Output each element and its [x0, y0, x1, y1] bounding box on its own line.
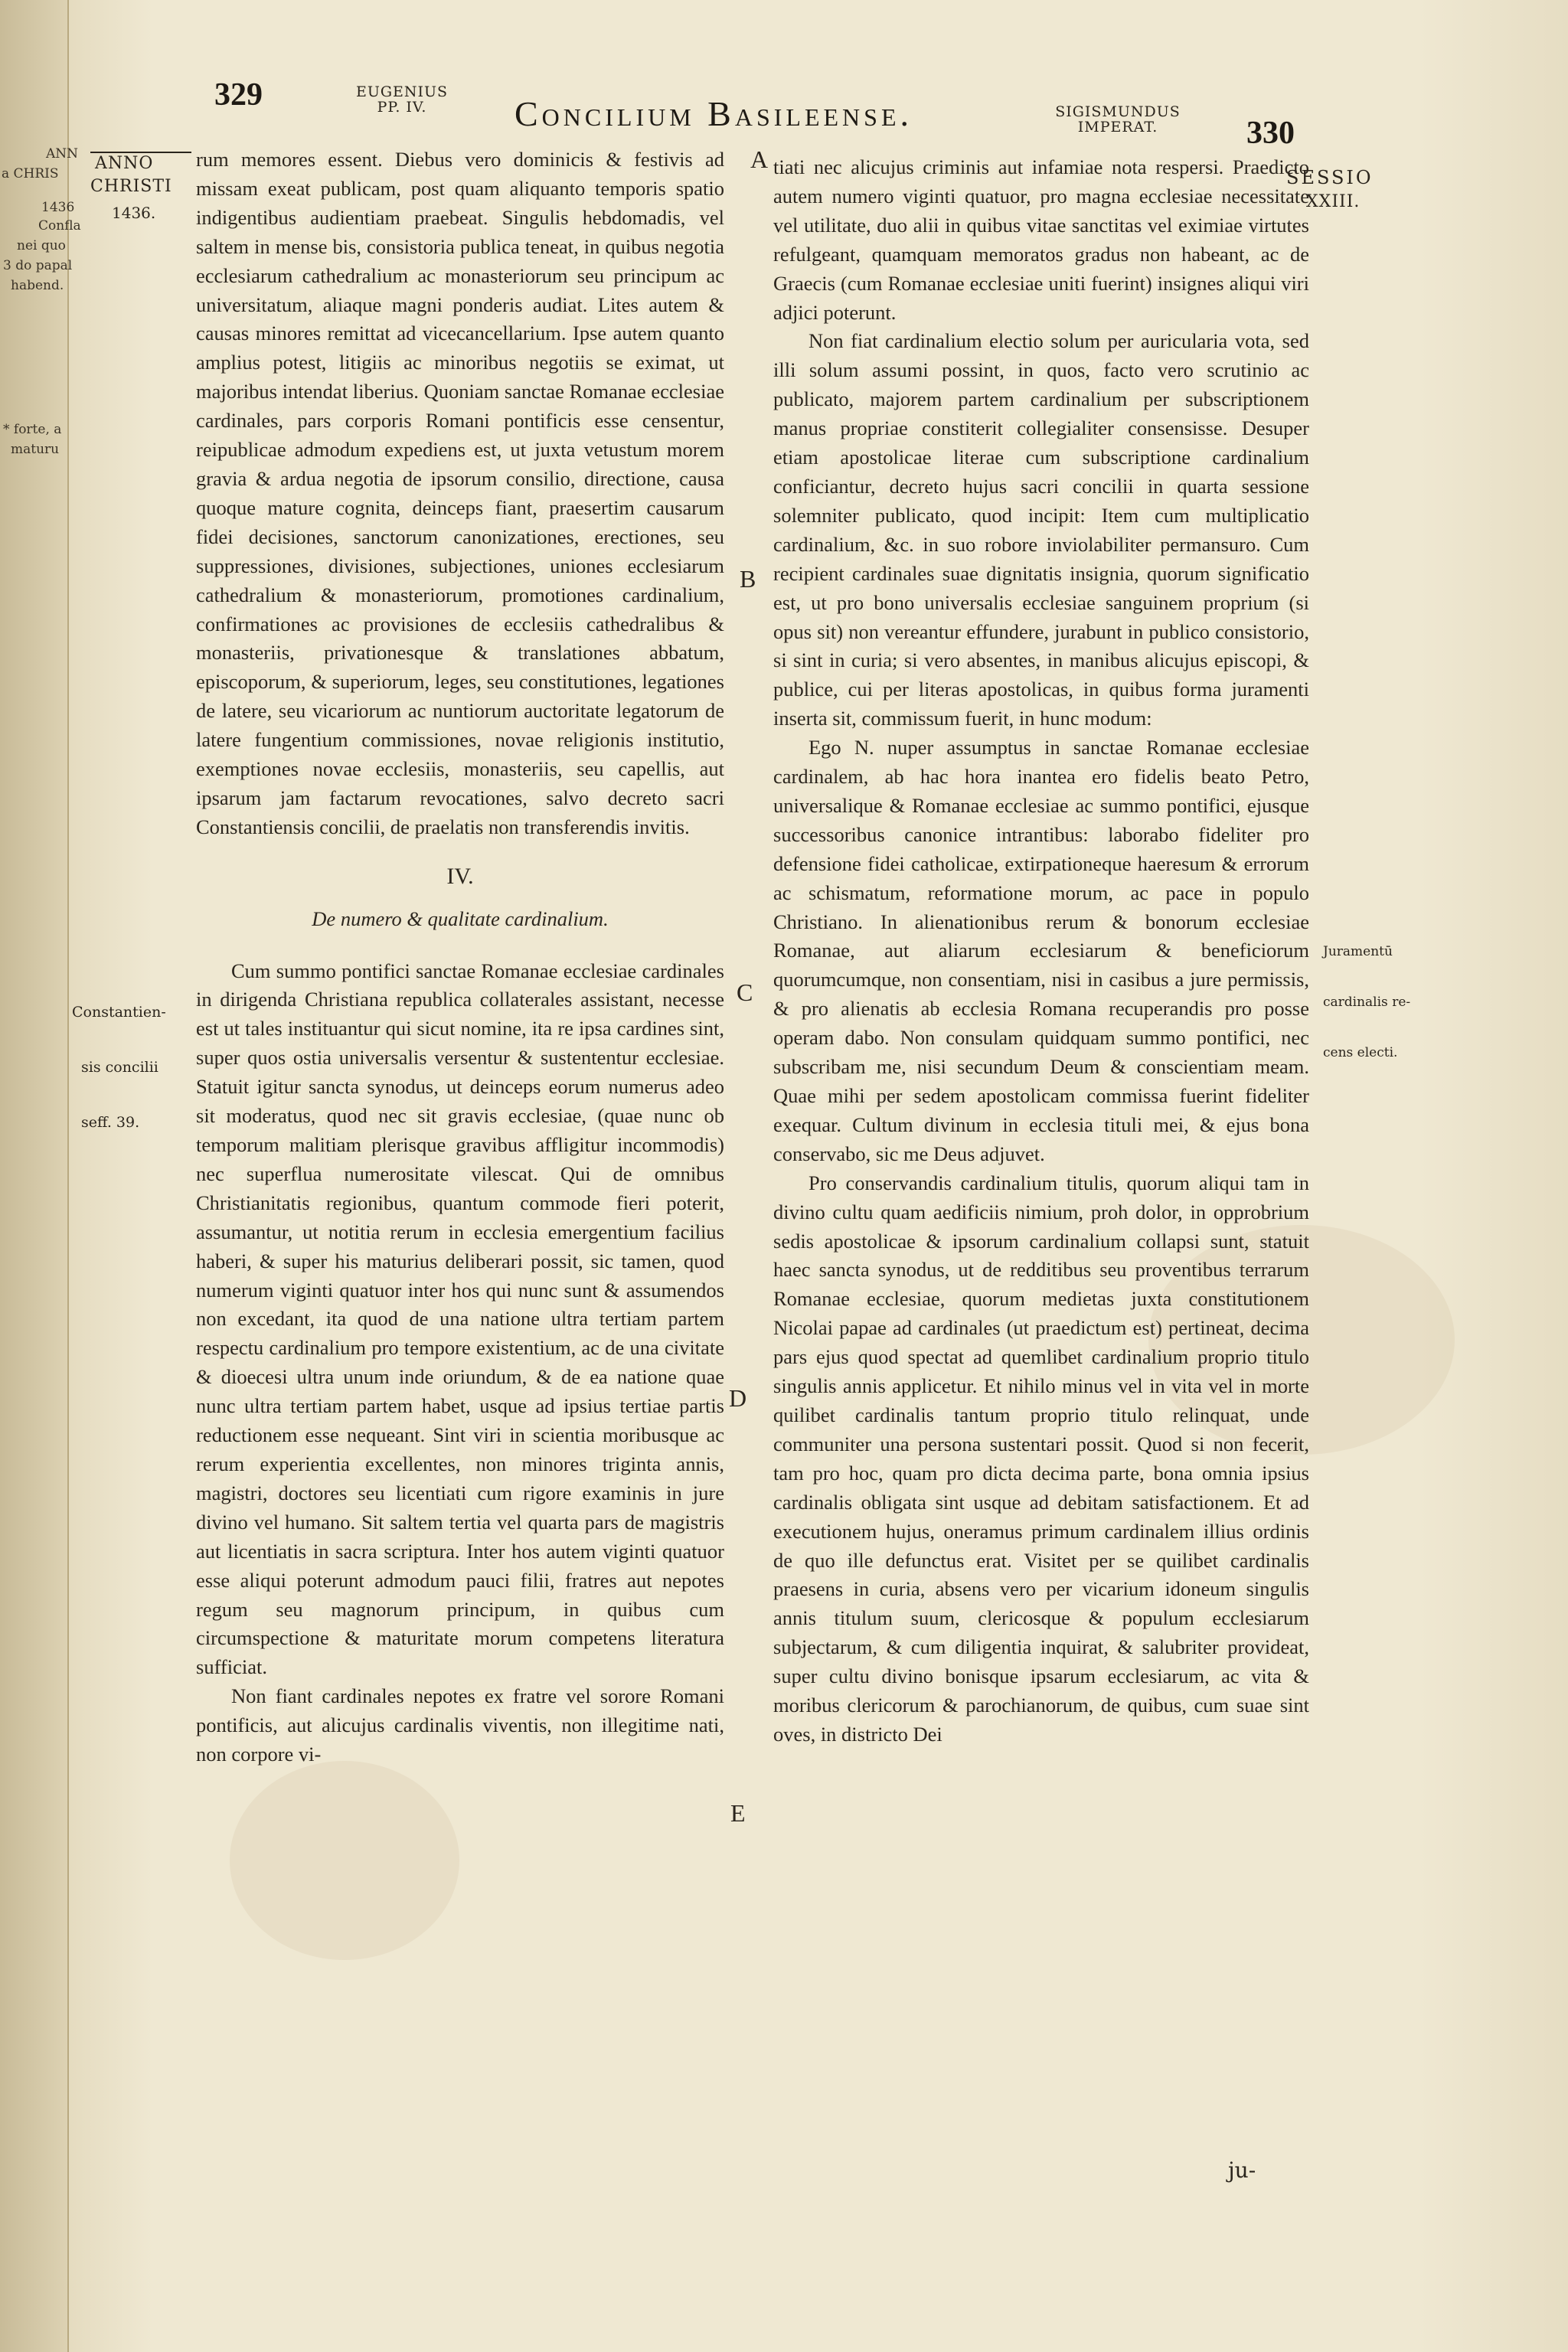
margin-line: sis concilii — [81, 1059, 158, 1076]
margin-anno: ANNO — [95, 154, 154, 173]
anno-rule — [90, 152, 191, 153]
body-paragraph: Pro conservandis cardinalium titulis, quorum aliqui tam in divino cultu quam aedificiis nimium, proh dolor, in opprobrium sedis apostolicae & ipsorum cardinalium collapsi sunt, statuit haec sancta synodus, ut de redditibus seu proventibus terrarum Romanae ecclesiae, quorum medietas juxta constitutionem Nicolai papae ad cardinales (ut praedictum est) pertineat, decima pars ejus quod spectat ad quemlibet cardinalium proprio titulo singulis annis applicetur. Et nihilo minus vel in vita vel in morte quilibet cardinalis tantum proprio titulo relinquat, unde communiter una persona sustentari possit. Quod si non fecerit, tam pro hoc, quam pro dicta decima parte, bona omnia ipsius cardinalis obligata sint usque ad debitam satisfactionem. Et ad executionem hujus, oneramus primum cardinalem illius ordinis de quo ille defunctus erat. Visitet per se quilibet cardinalis praesens in curia, absens vero per vicarium idoneum singulis annis titulum suum, clericosque & populum ecclesiarum subjectarum, & cum diligentia inquirat, & salubriter provideat, super cultu divino bonisque ipsarum ecclesiarum, ac vita & moribus clericorum & parochianorum, de quibus, cum suae sint oves, in districto Dei — [773, 1171, 1309, 1746]
margin-line: Constantien- — [72, 1004, 166, 1021]
body-paragraph: Ego N. nuper assumptus in sanctae Romanae ecclesiae cardinalem, ab hac hora inantea ero fidelis beato Petro, universalique & Romanae ecclesiae ac summo pontifici, ejusque successoribus canonice intrantibus: laborabo fideliter pro defensione fidei catholicae, extirpationeque haeresum & errorum ac schismatum, reformatione morum, ac pace in populo Christiano. In alienationibus rerum & bonorum ecclesiae Romanae, aut aliarum ecclesiarum & beneficiorum quorumcumque, non consentiam, nisi in casibus a jure permissis, & pro alienatis ab ecclesia Romana recuperandis pro posse operam dabo. Non consulam quidquam summo pontifici, nec subscribam me, nisi secundum Deum & conscientiam meam. Quae mihi per sedem apostolicam commissa fuerint fideliter exequar. Cultum divinum in ecclesia tituli mei, & ejus bona conservabo, sic me Deus adjuvet. — [773, 736, 1309, 1165]
catchword: ju- — [1228, 2158, 1256, 2183]
margin-christi: CHRISTI — [90, 177, 172, 196]
left-running-head — [337, 84, 467, 115]
section-letter-d: D — [729, 1384, 747, 1412]
margin-year: 1436. — [112, 204, 156, 222]
right-running-head — [1041, 104, 1194, 135]
margin-sessio-number: XXIII. — [1306, 192, 1361, 211]
prev-page-line: 1436 — [41, 200, 75, 215]
prev-page-line: a CHRIS — [2, 166, 59, 181]
body-paragraph: Non fiat cardinalium electio solum per auricularia vota, sed illi solum assumi possint, in quos, facto vero scrutinio ac publicato, majorem partem cardinalium per subscriptionem manus propriae constiterit collegialiter consensisse. Desuper etiam apostolicae literae cum subscriptione cardinalium conficiantur, decreto hujus sacri concilii in quarta sessione solemniter publicato, quod incipit: Item cum multiplicatio cardinalium, &c. in suo robore inviolabiliter permansuro. Cum recipient cardinales suae dignitatis insignia, quorum significatio est, ut pro bono universalis ecclesiae sanguinem proprium (si opus sit) non vereantur effundere, jurabunt in publico consistorio, si sint in curia; si vero absentes, in manibus alicujus episcopi, & publice, cui per literas apostolicas, in quibus forma juramenti inserta sit, commissum fuerit, in hunc modum: — [773, 329, 1309, 730]
prev-page-line: habend. — [11, 278, 64, 293]
section-title: De numero & qualitate cardinalium. — [312, 906, 609, 930]
margin-oath-note — [1323, 910, 1410, 1095]
prev-page-line: ANN — [46, 146, 79, 162]
section-letter-b: B — [740, 565, 756, 593]
paper-stain — [230, 1761, 459, 1960]
prev-page-line: Confla — [38, 218, 81, 234]
body-paragraph: tiati nec alicujus criminis aut infamiae nota respersi. Praedicto autem numero viginti quatuor, pro magna ecclesiae necessitate vel utilitate, duo alii in quibus vitae sanctitas vel eximiae virtutes refulgeant, quamquam memoratos gradus non habeant, ac de Graecis (cum Romanae ecclesiae uniti fuerint) insignes aliqui viri adjici poterunt. — [773, 155, 1309, 324]
prev-page-line: * forte, a — [3, 422, 62, 437]
margin-sessio: SESSIO — [1286, 167, 1374, 188]
body-paragraph: Non fiant cardinales nepotes ex fratre vel sorore Romani pontificis, aut alicujus cardinalis viventis, non illegitime nati, non corpore vi- — [196, 1684, 724, 1766]
section-number: IV. — [446, 863, 474, 889]
section-letter-e: E — [730, 1799, 746, 1827]
prev-page-line: maturu — [11, 442, 60, 457]
prev-page-line: 3 do papal — [3, 258, 73, 273]
margin-line: cardinalis re- — [1323, 995, 1411, 1010]
running-head-line: PP. IV. — [377, 99, 427, 116]
left-page-number: 329 — [214, 77, 263, 113]
left-text-column — [196, 145, 724, 1769]
page-title: Concilium Basileense. — [514, 94, 913, 133]
previous-page-edge — [0, 0, 81, 2352]
margin-constance-ref — [72, 966, 166, 1168]
prev-page-line: nei quo — [17, 238, 66, 253]
running-head-line: IMPERAT. — [1077, 119, 1158, 136]
section-letter-c: C — [737, 978, 753, 1006]
running-head-line: SIGISMUNDUS — [1055, 103, 1181, 120]
running-head-line: EUGENIUS — [355, 83, 449, 100]
margin-line: seff. 39. — [81, 1114, 140, 1131]
right-page-number: 330 — [1246, 116, 1295, 151]
margin-line: Juramentū — [1323, 944, 1393, 959]
body-paragraph: rum memores essent. Diebus vero dominicis & festivis ad missam exeat publicam, post quam aliquanto temporis spatio indigentibus audientiam praebeat. Singulis hebdomadis, vel saltem in mense bis, consistoria publica teneat, in quibus negotia ecclesiarum cathedralium ac monasteriorum seu principum ac universitatum, aliaque magni ponderis audiat. Lites autem & causas minores remittat ad vicecancellarium. Ipse autem quanto amplius potest, litigiis ac minoribus negotiis se eximat, ut majoribus intendat liberius. Quoniam sanctae Romanae ecclesiae cardinales, pars corporis Romani pontificis esse censentur, reipublicae admodum expediens est, ut juxta vetustum morem gravia & ardua negotia de ipsorum consilio, directione, causa quoque mature cognita, deinceps fiant, praesertim causarum fidei decisiones, sanctorum canonizationes, erectiones, seu suppressiones, divisiones, subjectiones, uniones ecclesiarum cathedralium & monasteriorum, promotiones cardinalium, confirmationes ac provisiones de ecclesiis cathedralibus & monasteriis, privationesque & translationes abbatum, episcoporum, & superiorum, leges, seu constitutiones, legationes de latere, seu vicariorum ac nuntiorum auctoritate legatorum de latere fungentium commissiones, novae religionis institutio, exemptiones novae ecclesiis, monasteriis, seu capellis, aut ipsarum jam factarum revocationes, salvo decreto sacri Constantiensis concilii, de praelatis non transferendis invitis. — [196, 148, 724, 838]
body-paragraph: Cum summo pontifici sanctae Romanae ecclesiae cardinales in dirigenda Christiana republica collaterales assistant, necesse est ut tales instituantur qui sicut nomine, ita re ipsa cardines sint, super quos ostia universalis versentur & sustententur ecclesiae. Statuit igitur sancta synodus, ut deinceps eorum numerus adeo sit moderatus, quod nec sit gravis ecclesiae, (quae nunc ob temporum malitiam plerisque gravibus affligitur incommodis) nec superflua numerositate vilescat. Qui de omnibus Christianitatis regionibus, quantum commode fieri poterit, assumantur, ut notitia rerum in ecclesia emergentium facilius haberi, & super his maturius deliberari possit, sic tamen, quod numerum viginti quatuor inter hos qui nunc sunt & assumendos non excedant, ita quod de una natione ultra tertiam partem respectu cardinalium pro tempore existentium, ac de una civitate & dioecesi ultra unum inde oriundum, & de ea natione quae nunc ultra tertiam partem habet, usque ad ipsius tertiae partis reductionem esse nequeant. Sint viri in scientia moribusque ac rerum experientia excellentes, non minores triginta annis, magistri, doctores seu licentiati cum rigore examinis in jure divino vel humano. Sit saltem tertia vel quarta pars de magistris aut licentiatis in sacra scriptura. Inter hos autem viginti quatuor esse aliqui poterunt admodum pauci filii, fratres aut nepotes regum seu magnorum principum, in quibus cum circumspectione & maturitate morum competens literatura sufficiat. — [196, 959, 724, 1679]
section-letter-a: A — [750, 145, 769, 173]
margin-line: cens electi. — [1323, 1045, 1398, 1060]
right-text-column — [773, 153, 1309, 1749]
